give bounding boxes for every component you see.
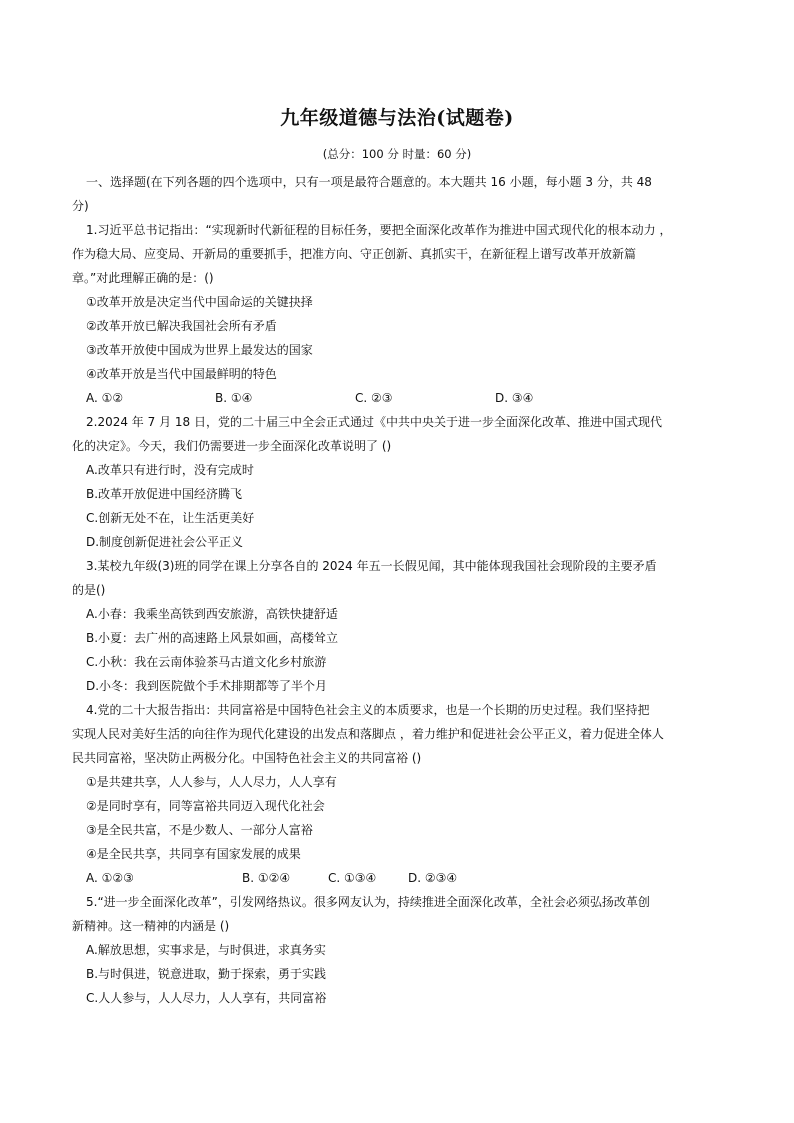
q2-option-b[interactable]: B.改革开放促进中国经济腾飞 [86, 487, 243, 501]
q1-option-b[interactable]: B. ①④ [215, 391, 253, 405]
q3-option-c[interactable]: C.小秋：我在云南体验茶马古道文化乡村旅游 [86, 655, 327, 669]
q2-option-d[interactable]: D.制度创新促进社会公平正义 [86, 535, 244, 549]
q4-stem-cont: 实现人民对美好生活的向往作为现代化建设的出发点和落脚点 ，着力维护和促进社会公平正义，着力促进全体人 [72, 727, 664, 741]
q4-stem: 4.党的二十大报告指出：共同富裕是中国特色社会主义的本质要求，也是一个长期的历史过程。我们坚持把 [86, 703, 650, 717]
q4-option-b[interactable]: B. ①②④ [242, 871, 291, 885]
q1-option-c[interactable]: C. ②③ [355, 391, 393, 405]
q5-option-a[interactable]: A.解放思想，实事求是，与时俱进，求真务实 [86, 943, 326, 957]
q4-statement-1: ①是共建共享，人人参与，人人尽力，人人享有 [86, 775, 337, 789]
q5-stem-cont: 新精神。这一精神的内涵是 () [72, 919, 230, 933]
q1-stem: 1.习近平总书记指出：“实现新时代新征程的目标任务，要把全面深化改革作为推进中国式现代化的根本动力 ， [86, 223, 672, 237]
score-time-info: (总分：100 分 时量：60 分) [322, 147, 472, 161]
q4-option-a[interactable]: A. ①②③ [86, 871, 134, 885]
q4-option-c[interactable]: C. ①③④ [328, 871, 377, 885]
q1-option-d[interactable]: D. ③④ [495, 391, 534, 405]
q3-stem: 3.某校九年级(3)班的同学在课上分享各自的 2024 年五一长假见闻，其中能体现我国社会现阶段的主要矛盾 [86, 559, 657, 573]
q4-statement-2: ②是同时享有，同等富裕共同迈入现代化社会 [86, 799, 325, 813]
q1-statement-3: ③改革开放使中国成为世界上最发达的国家 [86, 343, 313, 357]
q1-option-a[interactable]: A. ①② [86, 391, 124, 405]
q2-option-a[interactable]: A.改革只有进行时，没有完成时 [86, 463, 254, 477]
q3-option-a[interactable]: A.小春：我乘坐高铁到西安旅游，高铁快捷舒适 [86, 607, 338, 621]
q2-stem: 2.2024 年 7 月 18 日，党的二十届三中全会正式通过《中共中央关于进一步全面深化改革、推进中国式现代 [86, 415, 662, 429]
q4-stem-cont: 民共同富裕，坚决防止两极分化。中国特色社会主义的共同富裕 () [72, 751, 422, 765]
q4-statement-4: ④是全民共享，共同享有国家发展的成果 [86, 847, 301, 861]
section-instruction: 一、选择题(在下列各题的四个选项中，只有一项是最符合题意的。本大题共 16 小题，每小题 3 分，共 48 [86, 175, 652, 189]
q4-option-d[interactable]: D. ②③④ [408, 871, 458, 885]
q3-stem-cont: 的是() [72, 583, 106, 597]
q2-option-c[interactable]: C.创新无处不在，让生活更美好 [86, 511, 255, 525]
q5-option-b[interactable]: B.与时俱进，锐意进取，勤于探索，勇于实践 [86, 967, 327, 981]
q3-option-b[interactable]: B.小夏：去广州的高速路上风景如画，高楼耸立 [86, 631, 339, 645]
q3-option-d[interactable]: D.小冬：我到医院做个手术排期都等了半个月 [86, 679, 328, 693]
q1-stem-cont: 作为稳大局、应变局、开新局的重要抓手，把准方向、守正创新、真抓实干，在新征程上谱写改革开放新篇 [72, 247, 637, 261]
q5-option-c[interactable]: C.人人参与，人人尽力，人人享有，共同富裕 [86, 991, 327, 1005]
q1-statement-1: ①改革开放是决定当代中国命运的关键抉择 [86, 295, 313, 309]
q1-stem-cont: 章。”对此理解正确的是：() [72, 271, 214, 285]
page-title: 九年级道德与法治(试题卷) [280, 107, 514, 129]
q5-stem: 5.“进一步全面深化改革”，引发网络热议。很多网友认为，持续推进全面深化改革，全社会必须弘扬改革创 [86, 895, 650, 909]
q1-statement-2: ②改革开放已解决我国社会所有矛盾 [86, 319, 277, 333]
q1-statement-4: ④改革开放是当代中国最鲜明的特色 [86, 367, 277, 381]
q4-statement-3: ③是全民共富，不是少数人、一部分人富裕 [86, 823, 313, 837]
q2-stem-cont: 化的决定》。今天，我们仍需要进一步全面深化改革说明了 () [72, 439, 392, 453]
section-instruction-cont: 分) [72, 199, 89, 213]
